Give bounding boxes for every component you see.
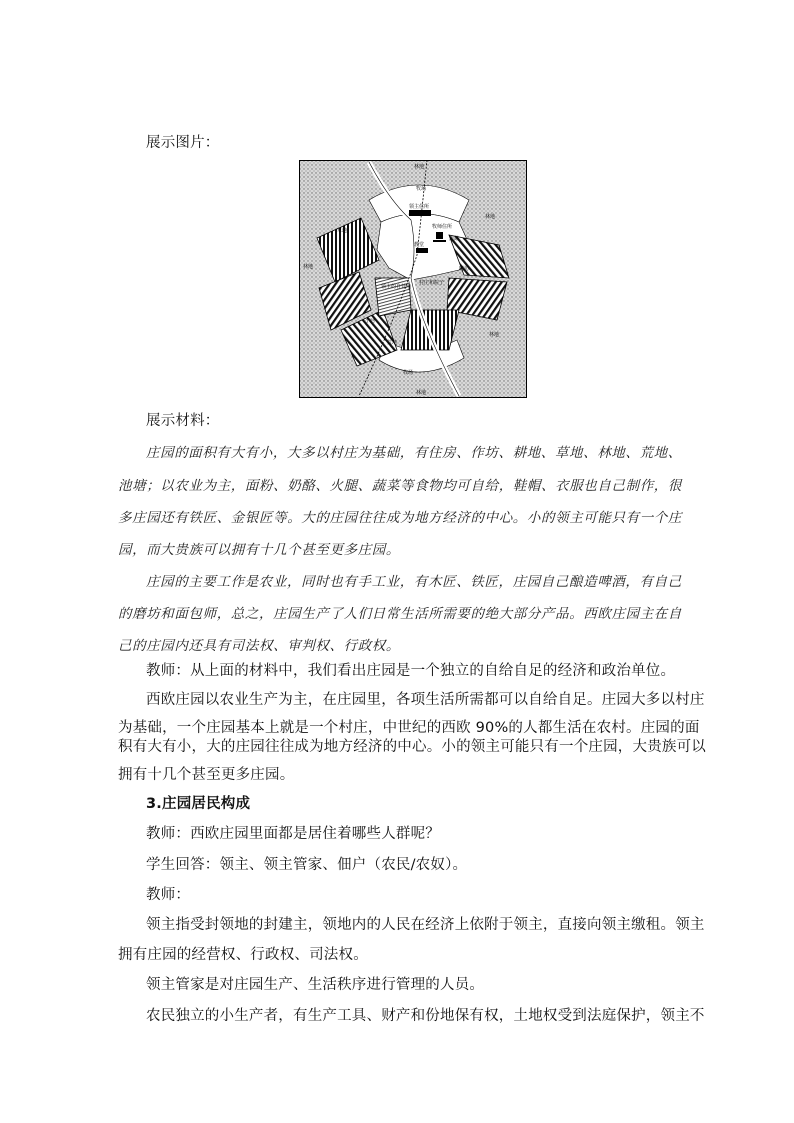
- body-p4-line-2: 拥有庄园的经营权、行政权、司法权。: [118, 947, 368, 963]
- manor-map-figure: [299, 160, 527, 398]
- material-p2-line-1: 庄园的主要工作是农业，同时也有手工业，有木匠、铁匠，庄园自己酿造啤酒，有自己: [146, 574, 682, 590]
- teacher-line-2: 教师：西欧庄园里面都是居住着哪些人群呢？: [146, 826, 440, 842]
- map-label-road: 道路: [449, 236, 460, 242]
- map-label-waste: 荒地: [387, 340, 398, 346]
- map-label-right-forest2: 林地: [489, 332, 500, 338]
- map-label-top-forest: 林地: [414, 164, 425, 170]
- show-image-label: 展示图片：: [146, 135, 220, 151]
- material-p2-line-3: 己的庄园内还具有司法权、审判权、行政权。: [118, 638, 400, 654]
- body-p6: 农民独立的小生产者，有生产工具、财产和份地保有权，土地权受到法庭保护，领主不: [146, 1008, 705, 1024]
- map-label-pasture-bottom: 牧场: [403, 370, 414, 376]
- map-label-pasture-top: 牧场: [416, 186, 427, 192]
- map-label-meadow: 草地: [337, 228, 348, 234]
- map-label-village: 村庄和院子: [419, 280, 445, 286]
- material-p1-line-3: 多庄园还有铁匠、金银匠等。大的庄园往往成为地方经济的中心。小的领主可能只有一个庄: [118, 510, 682, 526]
- map-label-right-forest: 林地: [485, 214, 496, 220]
- manor-map-illustration: [299, 160, 527, 398]
- teacher-line-3: 教师：: [146, 887, 191, 903]
- body-p3-line-1: 西欧庄园以农业生产为主，在庄园里，各项生活所需都可以自给自足。庄园大多以村庄: [146, 692, 705, 708]
- map-label-manager-house: 牧师住所: [432, 224, 453, 230]
- map-label-mill: 磨坊: [459, 266, 470, 272]
- map-label-lord-field: 领主的自营地: [381, 284, 412, 290]
- body-p3-line-2: 为基础，一个庄园基本上就是一个村庄，中世纪的西欧 90%的人都生活在农村。庄园的面: [118, 720, 700, 736]
- body-p3-line-4: 拥有十几个甚至更多庄园。: [118, 767, 295, 783]
- map-label-bottom-forest: 林地: [416, 390, 427, 396]
- student-answer: 学生回答：领主、领主管家、佃户（农民/农奴）。: [146, 857, 468, 873]
- section-heading: 3.庄园居民构成: [146, 796, 251, 812]
- material-p1-line-4: 园，而大贵族可以拥有十几个甚至更多庄园。: [118, 542, 400, 558]
- map-label-stream: 小河: [365, 318, 376, 324]
- material-p1-line-2: 池塘；以农业为主，面粉、奶酪、火腿、蔬菜等食物均可自给，鞋帽、衣服也自己制作，很: [118, 478, 682, 494]
- map-label-left-forest: 林地: [303, 264, 314, 270]
- body-p3-line-3: 积有大有小，大的庄园往往成为地方经济的中心。小的领主可能只有一个庄园，大贵族可以: [118, 739, 706, 755]
- body-p5: 领主管家是对庄园生产、生活秩序进行管理的人员。: [146, 977, 485, 993]
- map-label-church: 教堂: [414, 242, 425, 248]
- material-p2-line-2: 的磨坊和面包师，总之，庄园生产了人们日常生活所需要的绝大部分产品。西欧庄园主在自: [118, 606, 682, 622]
- teacher-line-1: 教师：从上面的材料中，我们看出庄园是一个独立的自给自足的经济和政治单位。: [146, 663, 676, 679]
- material-p1-line-1: 庄园的面积有大有小，大多以村庄为基础，有住房、作坊、耕地、草地、林地、荒地、: [146, 445, 682, 461]
- map-label-lord-house: 领主住所: [409, 204, 430, 210]
- show-material-label: 展示材料：: [146, 413, 220, 429]
- body-p4-line-1: 领主指受封领地的封建主，领地内的人民在经济上依附于领主，直接向领主缴租。领主: [146, 917, 705, 933]
